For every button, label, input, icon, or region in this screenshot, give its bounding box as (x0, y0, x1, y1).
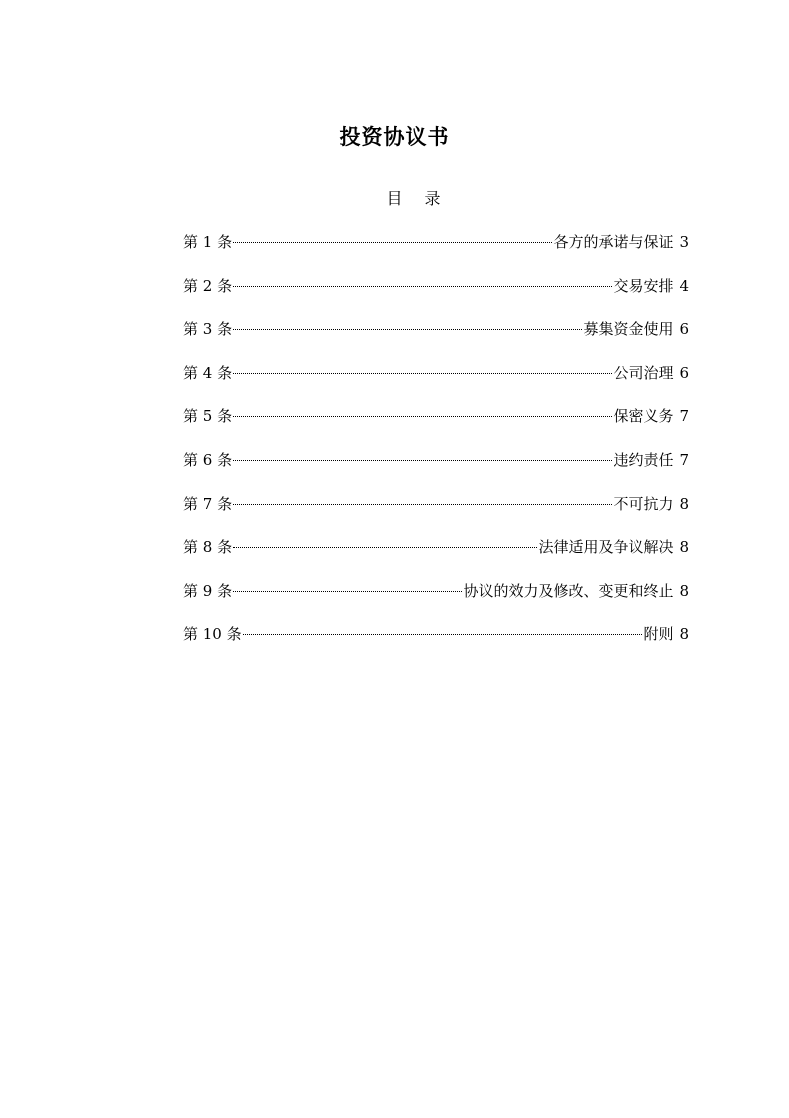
toc-entry-3[interactable] (183, 316, 689, 360)
toc-entry-5[interactable] (183, 403, 689, 447)
toc-entry-8[interactable] (183, 534, 689, 578)
toc-entry-number: 第 10 条 (183, 625, 242, 644)
toc-leader-dots (233, 460, 612, 461)
toc-entry-1[interactable] (183, 229, 689, 273)
toc-leader-dots (233, 547, 537, 548)
toc-leader-dots (233, 504, 612, 505)
toc-entry-number: 第 1 条 (183, 233, 233, 251)
document-title: 投资协议书 (339, 125, 450, 149)
toc-leader-dots (233, 416, 612, 417)
toc-entry-page: 4 (679, 276, 689, 295)
toc-leader-dots (233, 286, 612, 287)
toc-entry-title: 保密义务 (613, 407, 674, 426)
toc-entry-title: 不可抗力 (613, 494, 674, 513)
toc-entry-number: 第 4 条 (183, 363, 233, 382)
toc-leader-dots (233, 591, 462, 592)
toc-entry-7[interactable] (183, 491, 689, 535)
toc-entry-number: 第 7 条 (183, 494, 233, 513)
toc-entry-page: 8 (679, 494, 689, 513)
toc-leader-dots (233, 329, 582, 330)
toc-entry-9[interactable] (183, 578, 689, 622)
table-of-contents (183, 229, 689, 665)
toc-entry-page: 7 (679, 407, 689, 426)
toc-entry-2[interactable] (183, 273, 689, 317)
toc-entry-page: 7 (679, 450, 689, 469)
toc-entry-number: 第 2 条 (183, 276, 233, 295)
toc-entry-6[interactable] (183, 447, 689, 491)
toc-entry-page: 6 (679, 320, 689, 339)
toc-entry-title: 交易安排 (613, 276, 674, 295)
toc-entry-number: 第 8 条 (183, 538, 233, 557)
toc-entry-page: 8 (679, 538, 689, 557)
toc-entry-4[interactable] (183, 360, 689, 404)
toc-entry-page: 6 (679, 363, 689, 382)
toc-entry-page: 8 (679, 625, 689, 644)
toc-leader-dots (233, 242, 552, 243)
toc-entry-number: 第 9 条 (183, 581, 233, 600)
toc-leader-dots (233, 373, 612, 374)
toc-entry-number: 第 3 条 (183, 320, 233, 339)
toc-entry-title: 公司治理 (613, 363, 674, 382)
toc-entry-page: 3 (679, 233, 689, 251)
toc-entry-title: 附则 (643, 625, 674, 644)
toc-entry-number: 第 5 条 (183, 407, 233, 426)
toc-entry-title: 违约责任 (613, 450, 674, 469)
toc-entry-title: 募集资金使用 (583, 320, 674, 339)
toc-entry-title: 法律适用及争议解决 (538, 538, 674, 557)
toc-heading (0, 188, 789, 210)
toc-entry-title: 协议的效力及修改、变更和终止 (463, 581, 674, 600)
toc-heading-left: 目 (386, 189, 403, 208)
toc-heading-right: 录 (424, 189, 441, 208)
toc-entry-title: 各方的承诺与保证 (553, 233, 674, 251)
toc-entry-number: 第 6 条 (183, 450, 233, 469)
toc-leader-dots (243, 634, 643, 635)
toc-entry-10[interactable] (183, 621, 689, 665)
toc-entry-page: 8 (679, 581, 689, 600)
